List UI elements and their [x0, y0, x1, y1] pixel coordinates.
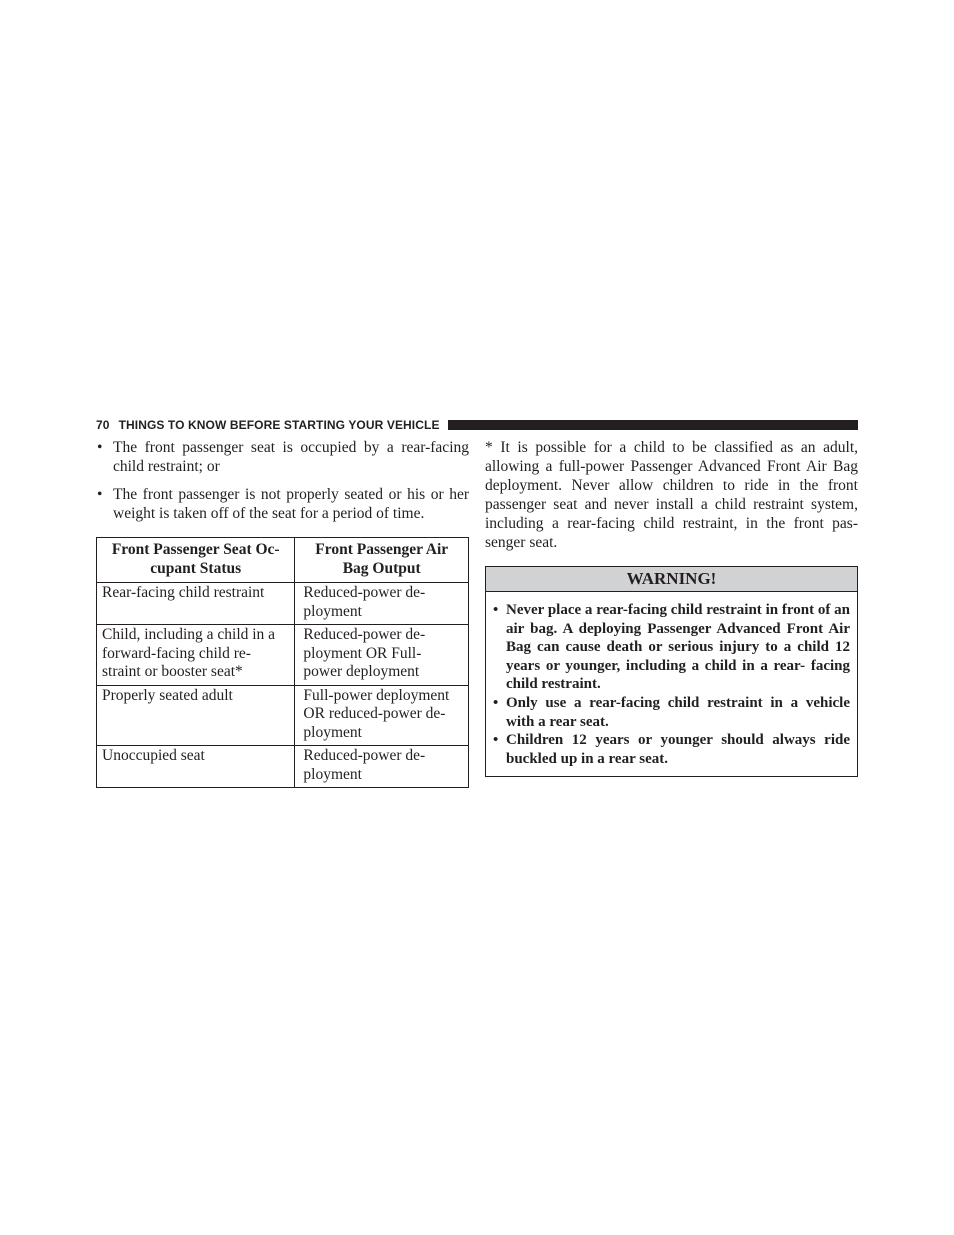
- list-item: [493, 731, 850, 768]
- column-header-occupant-status: Front Passenger Seat Oc- cupant Status: [97, 538, 295, 583]
- table-cell: Reduced-power de- ployment OR Full- power deployment: [295, 625, 469, 686]
- bullet-icon: •: [493, 732, 499, 749]
- list-item: [96, 485, 469, 523]
- table-cell: Unoccupied seat: [97, 746, 295, 788]
- page-header: [96, 416, 858, 434]
- warning-text: Only use a rear-facing child restraint in a vehicle with a rear seat.: [506, 694, 850, 730]
- warning-text: Children 12 years or younger should always ride buckled up in a rear seat.: [506, 732, 850, 767]
- bullet-text: The front passenger is not properly seated or his or her weight is taken off of the seat for a period of time.: [113, 486, 469, 522]
- warning-title: WARNING!: [486, 567, 857, 592]
- table-row: [97, 746, 469, 788]
- list-item: [96, 438, 469, 476]
- bullet-icon: •: [97, 439, 103, 456]
- list-item: [493, 601, 850, 694]
- table-header-row: [97, 538, 469, 583]
- column-header-air-bag-output: Front Passenger Air Bag Output: [295, 538, 469, 583]
- airbag-output-table: [96, 537, 469, 788]
- footnote-paragraph: * It is possible for a child to be classified as an adult, allowing a full-power Passenger Advanced Front Air Bag deployment. Never allow children to ride in the front passenger seat and never install a child restraint system, including a rear-facing child restraint, in the front pas- senger seat.: [485, 439, 858, 551]
- table-cell: Child, including a child in a forward-facing child re- straint or booster seat*: [97, 625, 295, 686]
- list-item: [493, 694, 850, 731]
- left-column: [96, 438, 469, 788]
- warning-body: [486, 592, 857, 776]
- page-number: 70: [96, 418, 110, 432]
- table-row: [97, 625, 469, 686]
- table-row: [97, 583, 469, 625]
- bullet-text: The front passenger seat is occupied by a rear-facing child restraint; or: [113, 439, 469, 475]
- table-cell: Properly seated adult: [97, 685, 295, 746]
- right-column: [485, 438, 858, 777]
- warning-box: [485, 566, 858, 777]
- table-row: [97, 685, 469, 746]
- table-cell: Reduced-power de- ployment: [295, 583, 469, 625]
- bullet-icon: •: [97, 486, 103, 503]
- table-cell: Reduced-power de- ployment: [295, 746, 469, 788]
- bullet-icon: •: [493, 694, 499, 711]
- table-cell: Full-power deployment OR reduced-power de- ployment: [295, 685, 469, 746]
- table-cell: Rear-facing child restraint: [97, 583, 295, 625]
- section-title: THINGS TO KNOW BEFORE STARTING YOUR VEHICLE: [118, 418, 440, 432]
- header-rule: [448, 420, 858, 430]
- warning-text: Never place a rear-facing child restraint in front of an air bag. A deploying Passenger Advanced Front Air Bag can cause death or serious injury to a child 12 years or younger, including a child in a rear- facing child restraint.: [506, 602, 850, 693]
- bullet-icon: •: [493, 602, 499, 618]
